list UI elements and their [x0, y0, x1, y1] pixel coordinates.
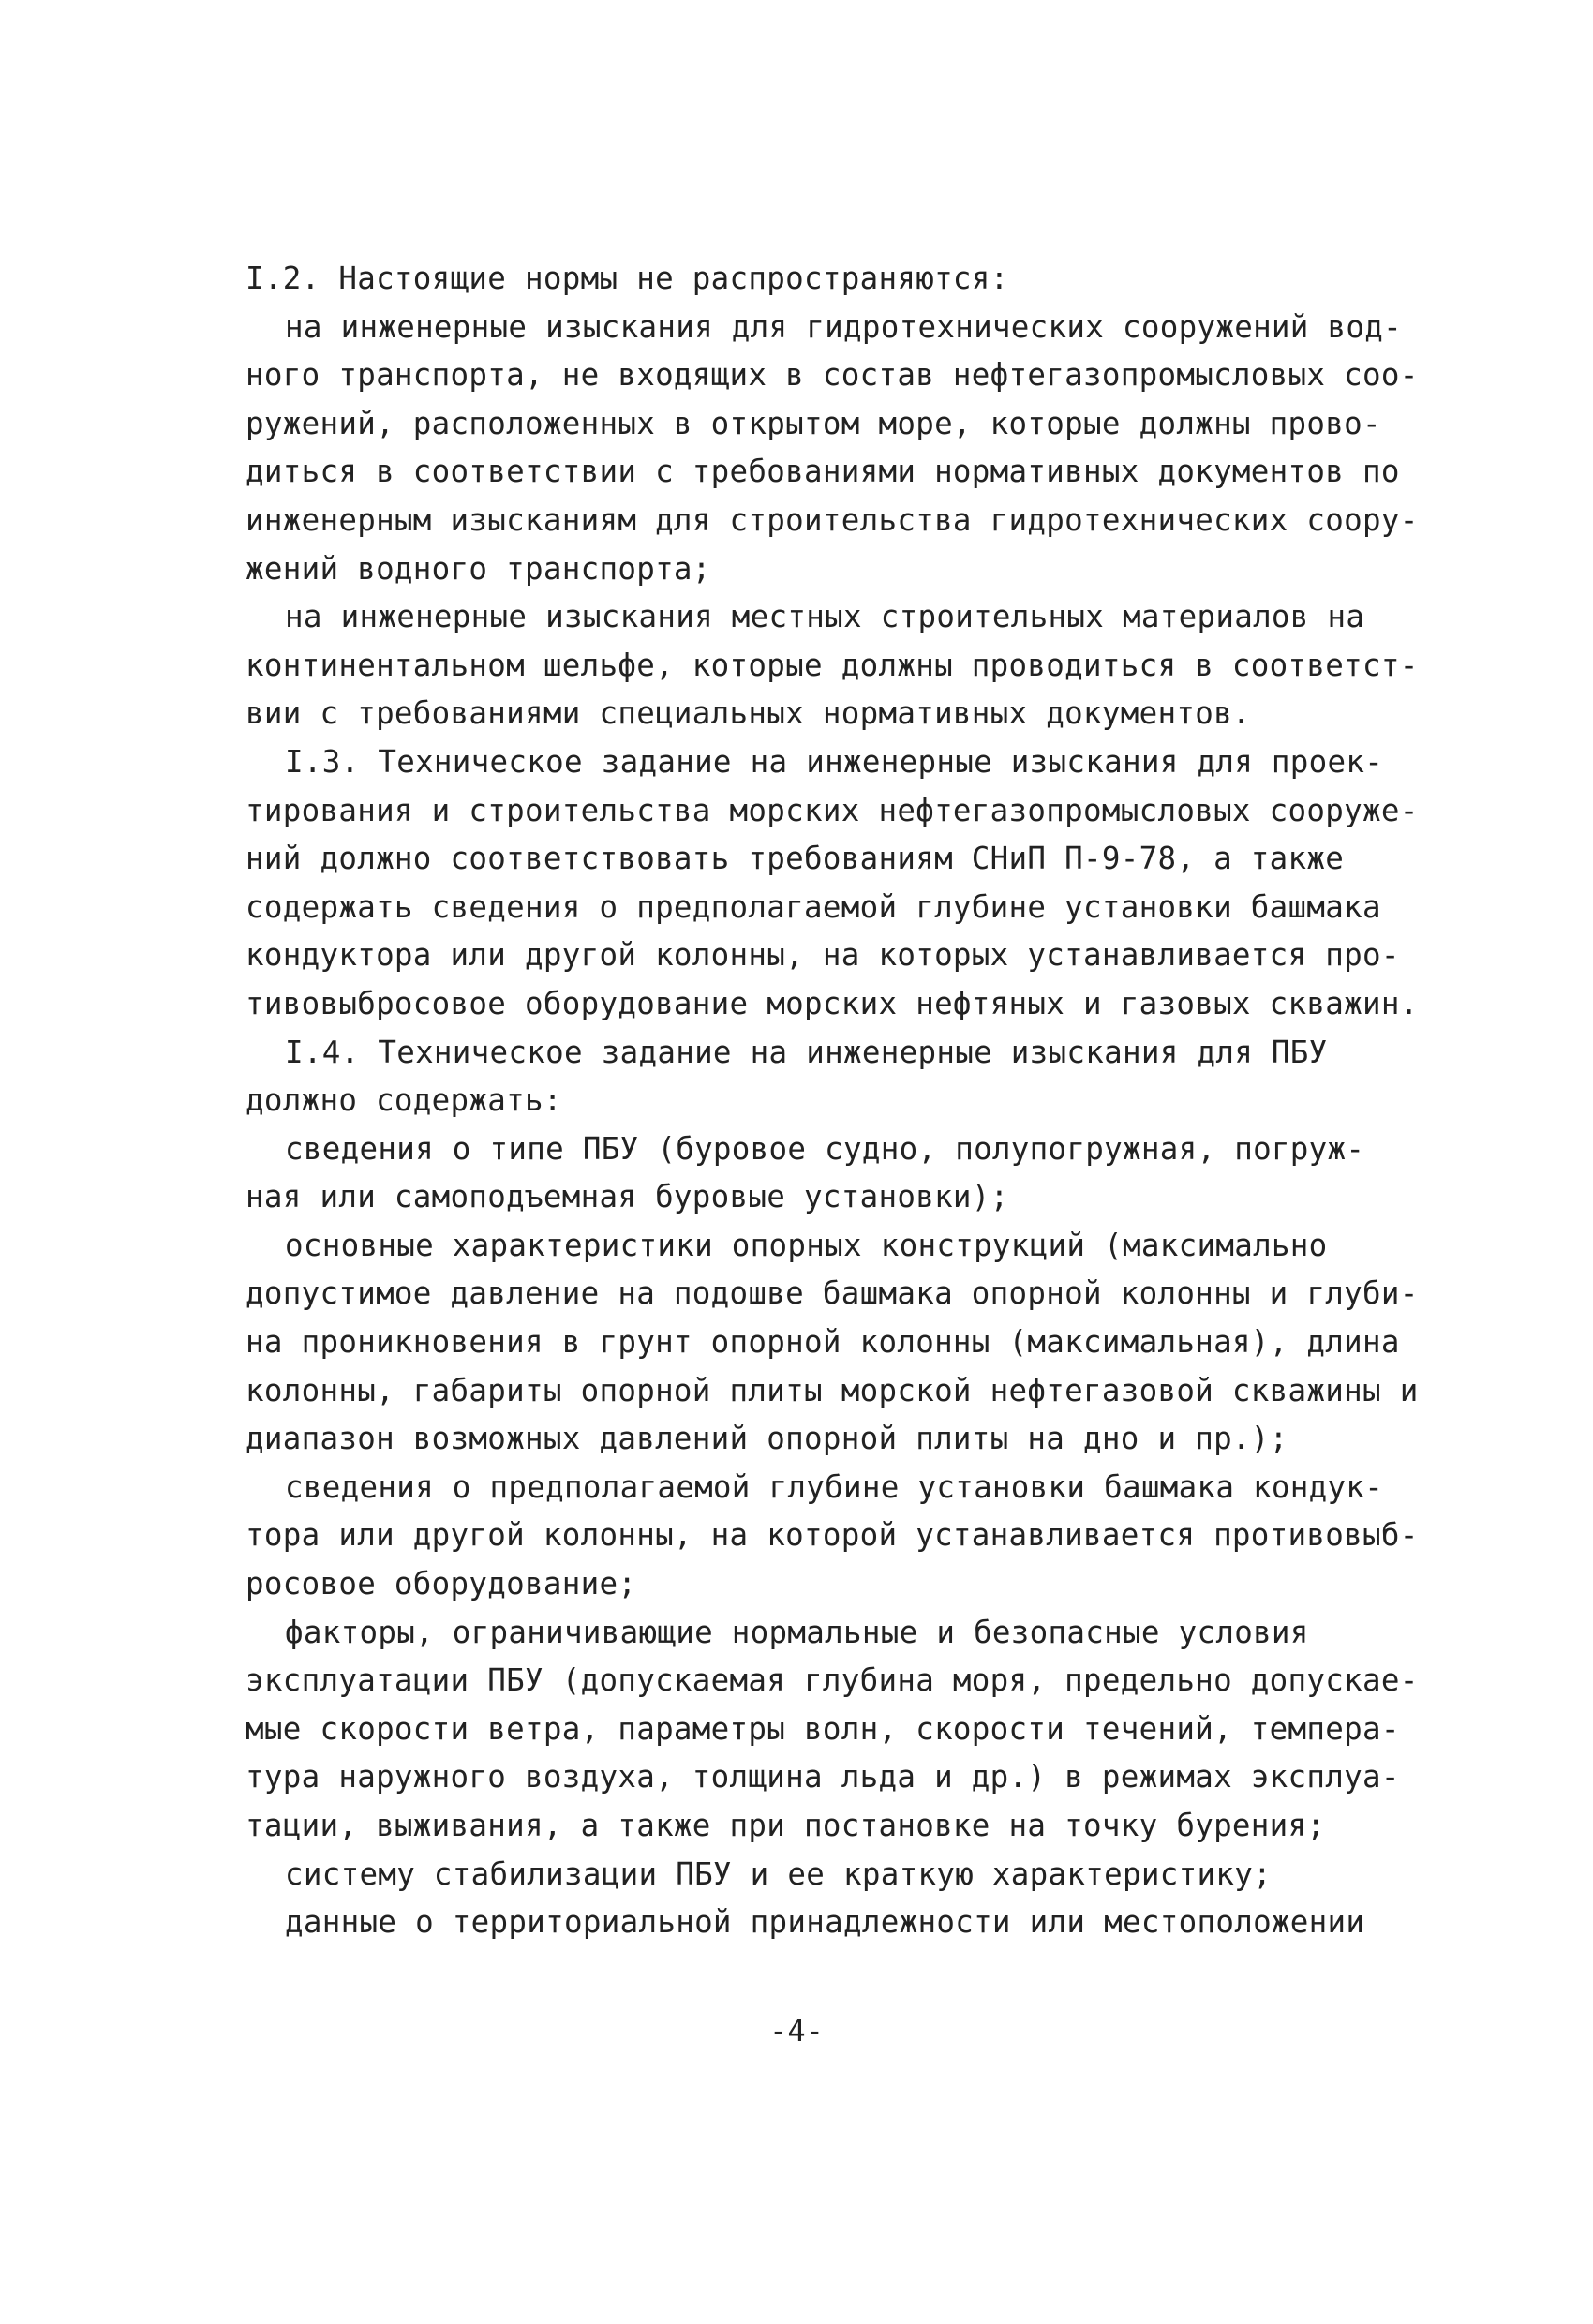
text-line: данные о территориальной принадлежности или местоположении — [285, 1904, 1365, 1941]
text-line: на проникновения в грунт опорной колонны (максимальная), длина — [246, 1324, 1400, 1361]
text-line: основные характеристики опорных конструкций (максимально — [285, 1227, 1328, 1263]
text-line: диапазон возможных давлений опорной плиты на дно и пр.); — [246, 1421, 1288, 1457]
text-line: тирования и строительства морских нефтегазопромысловых сооруже- — [246, 792, 1419, 828]
text-line: диться в соответствии с требованиями нормативных документов по — [246, 454, 1400, 490]
text-line: сведения о типе ПБУ (буровое судно, полупогружная, погруж- — [285, 1130, 1365, 1167]
text-line: должно содержать: — [246, 1082, 562, 1119]
text-line: содержать сведения о предполагаемой глубине установки башмака — [246, 888, 1381, 925]
text-line: тации, выживания, а также при постановке на точку бурения; — [246, 1808, 1326, 1843]
text-line: сведения о предполагаемой глубине установки башмака кондук- — [285, 1468, 1384, 1505]
document-body — [246, 255, 1436, 1947]
section-heading-1-4: I.4. Техническое задание на инженерные изыскания для ПБУ — [285, 1034, 1328, 1070]
text-line: ная или самоподъемная буровые установки); — [246, 1179, 1009, 1215]
text-line: тивовыбросовое оборудование морских нефтяных и газовых скважин. — [246, 985, 1419, 1021]
page-number: -4- — [769, 2013, 824, 2048]
text-line: на инженерные изыскания для гидротехнических сооружений вод- — [285, 308, 1402, 345]
section-heading-1-3: I.3. Техническое задание на инженерные изыскания для проек- — [285, 743, 1384, 780]
text-line: факторы, ограничивающие нормальные и безопасные условия — [285, 1614, 1309, 1650]
text-line: тура наружного воздуха, толщина льда и др.) в режимах эксплуа- — [246, 1759, 1400, 1795]
text-line: жений водного транспорта; — [246, 550, 711, 587]
text-line: эксплуатации ПБУ (допускаемая глубина моря, предельно допускае- — [246, 1662, 1419, 1699]
text-line: росовое оборудование; — [246, 1566, 637, 1602]
text-line: ного транспорта, не входящих в состав нефтегазопромысловых соо- — [246, 357, 1419, 394]
text-line: инженерным изысканиям для строительства гидротехнических соору- — [246, 501, 1419, 538]
text-line: допустимое давление на подошве башмака опорной колонны и глуби- — [246, 1275, 1419, 1312]
text-line: колонны, габариты опорной плиты морской нефтегазовой скважины и — [246, 1372, 1419, 1408]
text-line: систему стабилизации ПБУ и ее краткую характеристику; — [285, 1855, 1272, 1892]
text-line: вии с требованиями специальных нормативных документов. — [246, 695, 1251, 732]
text-line: ний должно соответствовать требованиям СНиП П-9-78, а также — [246, 841, 1345, 877]
text-line: кондуктора или другой колонны, на которых устанавливается про- — [246, 937, 1400, 974]
text-line: тора или другой колонны, на которой устанавливается противовыб- — [246, 1517, 1419, 1554]
text-line: континентальном шельфе, которые должны проводиться в соответст- — [246, 647, 1419, 683]
text-line: на инженерные изыскания местных строительных материалов на — [285, 599, 1365, 635]
text-line: мые скорости ветра, параметры волн, скорости течений, темпера- — [246, 1710, 1400, 1747]
text-line: ружений, расположенных в открытом море, которые должны прово- — [246, 405, 1381, 441]
section-heading-1-2: I.2. Настоящие нормы не распространяются: — [246, 261, 1009, 296]
